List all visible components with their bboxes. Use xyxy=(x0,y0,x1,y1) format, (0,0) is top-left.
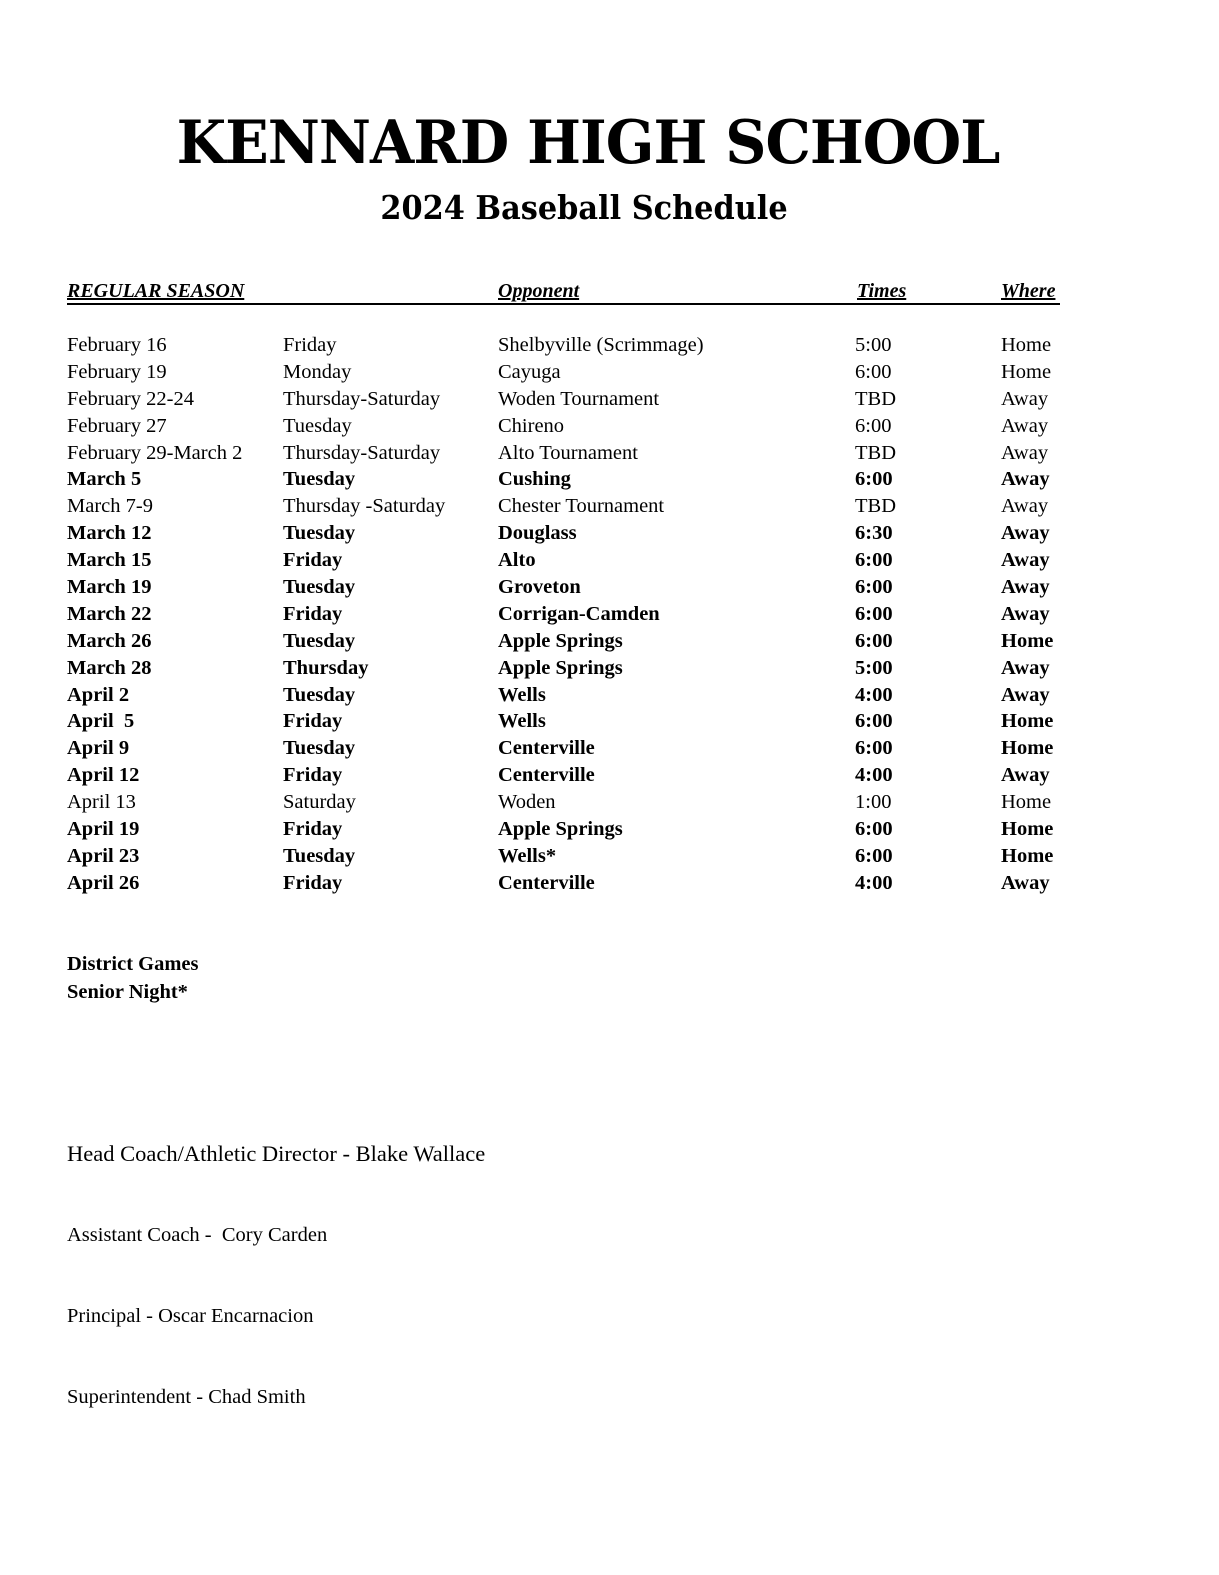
game-date: February 16 xyxy=(67,334,167,356)
game-location: Home xyxy=(1001,629,1054,652)
game-day: Tuesday xyxy=(283,844,356,867)
game-time: 6:00 xyxy=(855,844,893,867)
game-opponent: Woden Tournament xyxy=(498,387,660,410)
game-location: Away xyxy=(1001,468,1050,491)
game-date: April 19 xyxy=(67,818,140,841)
table-row xyxy=(67,682,1067,709)
game-date: April 9 xyxy=(67,737,130,760)
game-opponent: Corrigan-Camden xyxy=(498,602,660,625)
game-opponent: Woden xyxy=(498,791,556,814)
table-row xyxy=(67,843,1067,870)
game-location: Home xyxy=(1001,737,1054,760)
table-row xyxy=(67,816,1067,843)
game-opponent: Shelbyville (Scrimmage) xyxy=(498,334,704,356)
game-location: Home xyxy=(1001,818,1054,841)
table-row xyxy=(67,574,1067,601)
game-day: Thursday-Saturday xyxy=(283,441,441,464)
game-day: Tuesday xyxy=(283,683,356,706)
game-time: 6:00 xyxy=(855,710,893,733)
game-day: Monday xyxy=(283,360,352,383)
game-opponent: Cayuga xyxy=(498,360,561,383)
game-date: April 12 xyxy=(67,764,140,787)
game-location: Away xyxy=(1001,414,1049,437)
table-row xyxy=(67,547,1067,574)
game-location: Home xyxy=(1001,710,1054,733)
game-location: Away xyxy=(1001,871,1050,894)
game-day: Saturday xyxy=(283,791,356,814)
game-day: Friday xyxy=(283,871,343,894)
game-date: April 13 xyxy=(67,791,136,814)
staff-principal: Principal - Oscar Encarnacion xyxy=(67,1305,314,1327)
table-row xyxy=(67,762,1067,789)
game-time: TBD xyxy=(855,495,896,518)
game-date: February 19 xyxy=(67,360,167,383)
game-day: Thursday-Saturday xyxy=(283,387,441,410)
game-date: April 5 xyxy=(67,710,135,733)
game-location: Away xyxy=(1001,549,1050,572)
table-row xyxy=(67,440,1067,467)
game-location: Away xyxy=(1001,764,1050,787)
game-time: 5:00 xyxy=(855,334,892,356)
game-day: Tuesday xyxy=(283,468,356,491)
table-row xyxy=(67,870,1067,897)
table-row xyxy=(67,466,1067,493)
table-row xyxy=(67,789,1067,816)
legend-senior-night: Senior Night* xyxy=(67,980,188,1003)
game-time: 5:00 xyxy=(855,656,893,679)
table-row xyxy=(67,359,1067,386)
game-time: 6:00 xyxy=(855,549,893,572)
column-header-section: REGULAR SEASON xyxy=(67,280,245,302)
game-time: 4:00 xyxy=(855,764,893,787)
game-day: Friday xyxy=(283,818,343,841)
staff-head-coach: Head Coach/Athletic Director - Blake Wallace xyxy=(67,1141,486,1166)
game-date: March 7-9 xyxy=(67,495,153,518)
game-opponent: Alto xyxy=(498,549,536,572)
game-opponent: Wells xyxy=(498,710,546,733)
game-day: Tuesday xyxy=(283,522,356,545)
staff-superintendent: Superintendent - Chad Smith xyxy=(67,1386,306,1408)
game-location: Away xyxy=(1001,576,1050,599)
game-location: Home xyxy=(1001,360,1052,383)
game-date: March 19 xyxy=(67,576,152,599)
game-date: March 12 xyxy=(67,522,152,545)
game-location: Home xyxy=(1001,791,1052,814)
table-row xyxy=(67,520,1067,547)
game-opponent: Centerville xyxy=(498,871,595,894)
game-location: Away xyxy=(1001,602,1050,625)
game-opponent: Chester Tournament xyxy=(498,495,665,518)
game-time: 1:00 xyxy=(855,791,892,814)
game-opponent: Wells* xyxy=(498,844,557,867)
staff-list xyxy=(67,1086,485,1438)
table-row xyxy=(67,332,1067,359)
game-date: April 26 xyxy=(67,871,140,894)
game-day: Friday xyxy=(283,334,337,356)
game-time: 6:00 xyxy=(855,818,893,841)
game-date: April 2 xyxy=(67,683,130,706)
game-day: Friday xyxy=(283,710,343,733)
game-opponent: Apple Springs xyxy=(498,656,623,679)
game-location: Away xyxy=(1001,441,1049,464)
game-opponent: Groveton xyxy=(498,576,581,599)
game-location: Away xyxy=(1001,656,1050,679)
game-opponent: Chireno xyxy=(498,414,565,437)
table-row xyxy=(67,601,1067,628)
table-row xyxy=(67,493,1067,520)
schedule-subtitle: 2024 Baseball Schedule xyxy=(380,188,788,227)
game-opponent: Centerville xyxy=(498,737,595,760)
game-day: Tuesday xyxy=(283,414,352,437)
staff-assistant-coach: Assistant Coach - Cory Carden xyxy=(67,1224,328,1246)
game-day: Thursday -Saturday xyxy=(283,495,446,518)
game-day: Tuesday xyxy=(283,576,356,599)
game-location: Away xyxy=(1001,683,1050,706)
game-day: Friday xyxy=(283,602,343,625)
column-header-where: Where xyxy=(1001,280,1056,302)
legend-district-games: District Games xyxy=(67,953,199,975)
game-day: Friday xyxy=(283,549,343,572)
game-opponent: Wells xyxy=(498,683,546,706)
game-day: Thursday xyxy=(283,656,369,679)
game-date: February 22-24 xyxy=(67,387,194,410)
table-row xyxy=(67,413,1067,440)
game-opponent: Alto Tournament xyxy=(498,441,638,464)
game-time: TBD xyxy=(855,441,896,464)
legend xyxy=(67,951,199,1006)
table-header xyxy=(67,279,1060,305)
game-date: March 15 xyxy=(67,549,152,572)
game-opponent: Apple Springs xyxy=(498,818,623,841)
game-day: Tuesday xyxy=(283,737,356,760)
game-opponent: Douglass xyxy=(498,522,577,545)
game-location: Away xyxy=(1001,522,1050,545)
game-time: 6:00 xyxy=(855,468,893,491)
game-time: 4:00 xyxy=(855,871,893,894)
game-time: 6:30 xyxy=(855,522,893,545)
schedule-table xyxy=(67,332,1067,897)
game-location: Away xyxy=(1001,495,1049,518)
game-time: 6:00 xyxy=(855,414,892,437)
game-date: March 5 xyxy=(67,468,142,491)
game-time: TBD xyxy=(855,387,896,410)
game-date: March 26 xyxy=(67,629,152,652)
game-date: February 29-March 2 xyxy=(67,441,243,464)
column-header-times: Times xyxy=(857,280,907,302)
table-row xyxy=(67,628,1067,655)
game-time: 4:00 xyxy=(855,683,893,706)
game-opponent: Centerville xyxy=(498,764,595,787)
game-time: 6:00 xyxy=(855,602,893,625)
game-opponent: Apple Springs xyxy=(498,629,623,652)
game-day: Friday xyxy=(283,764,343,787)
table-row xyxy=(67,655,1067,682)
school-title: KENNARD HIGH SCHOOL xyxy=(176,108,1000,178)
game-location: Away xyxy=(1001,387,1049,410)
game-location: Home xyxy=(1001,334,1052,356)
game-time: 6:00 xyxy=(855,576,893,599)
table-row xyxy=(67,708,1067,735)
game-date: February 27 xyxy=(67,414,167,437)
game-time: 6:00 xyxy=(855,360,892,383)
game-time: 6:00 xyxy=(855,737,893,760)
game-day: Tuesday xyxy=(283,629,356,652)
table-row xyxy=(67,386,1067,413)
game-opponent: Cushing xyxy=(498,468,571,491)
game-date: March 28 xyxy=(67,656,152,679)
game-location: Home xyxy=(1001,844,1054,867)
game-date: March 22 xyxy=(67,602,152,625)
table-row xyxy=(67,735,1067,762)
game-date: April 23 xyxy=(67,844,140,867)
game-time: 6:00 xyxy=(855,629,893,652)
column-header-opponent: Opponent xyxy=(498,280,580,302)
